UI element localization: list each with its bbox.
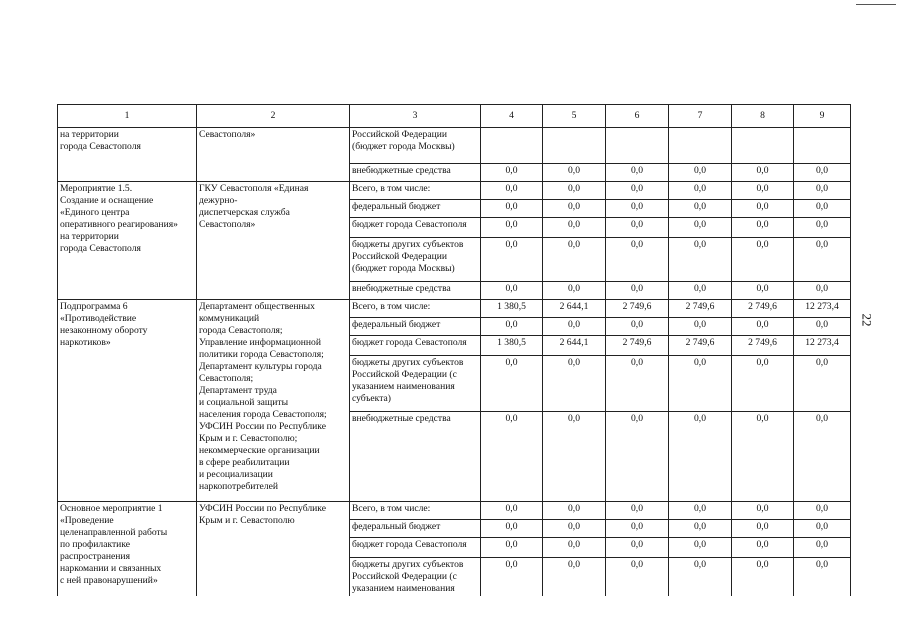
funding-source-cell: федеральный бюджет <box>350 200 481 218</box>
value-cell: 0,0 <box>543 218 606 238</box>
value-cell: 2 749,6 <box>732 336 794 356</box>
value-cell: 0,0 <box>543 520 606 538</box>
value-cell: 0,0 <box>732 164 794 182</box>
value-cell: 12 273,4 <box>794 336 851 356</box>
header-cell: 6 <box>606 105 669 128</box>
value-cell: 0,0 <box>669 538 732 558</box>
value-cell <box>732 128 794 164</box>
value-cell: 0,0 <box>732 218 794 238</box>
value-cell: 0,0 <box>481 164 543 182</box>
funding-source-cell: бюджеты других субъектов Российской Федерации (с указанием наименования субъекта) <box>350 356 481 412</box>
value-cell: 0,0 <box>481 412 543 502</box>
measure-name-cell: Мероприятие 1.5. Создание и оснащение «Единого центра оперативного реагирования» на территории города Севастополя <box>58 182 197 300</box>
value-cell: 0,0 <box>732 412 794 502</box>
value-cell: 12 273,4 <box>794 300 851 318</box>
header-cell: 8 <box>732 105 794 128</box>
value-cell: 0,0 <box>543 164 606 182</box>
value-cell: 0,0 <box>669 164 732 182</box>
value-cell: 0,0 <box>606 520 669 538</box>
value-cell: 0,0 <box>481 520 543 538</box>
value-cell: 1 380,5 <box>481 300 543 318</box>
header-cell: 5 <box>543 105 606 128</box>
value-cell: 0,0 <box>794 200 851 218</box>
value-cell: 0,0 <box>606 502 669 520</box>
value-cell: 0,0 <box>481 238 543 282</box>
value-cell: 0,0 <box>732 520 794 538</box>
value-cell: 0,0 <box>606 182 669 200</box>
header-cell: 2 <box>197 105 350 128</box>
value-cell: 0,0 <box>606 318 669 336</box>
value-cell <box>669 128 732 164</box>
table-row <box>58 502 851 520</box>
executor-cell: Департамент общественных коммуникаций города Севастополя; Управление информационной политики города Севастополя; Департамент культуры города Севастополя; Департамент труда и социальной защиты населения города Севастополя; УФСИН России по Республике Крым и г. Севастополю; некоммерческие организации в сфере реабилитации и ресоциализации наркопотребителей <box>197 300 350 502</box>
value-cell: 0,0 <box>669 502 732 520</box>
value-cell: 2 749,6 <box>606 300 669 318</box>
value-cell: 0,0 <box>481 282 543 300</box>
value-cell: 0,0 <box>481 182 543 200</box>
value-cell: 0,0 <box>543 182 606 200</box>
value-cell: 0,0 <box>669 218 732 238</box>
value-cell: 0,0 <box>669 200 732 218</box>
table-row <box>58 182 851 200</box>
measure-name-cell: на территории города Севастополя <box>58 128 197 182</box>
value-cell: 0,0 <box>732 356 794 412</box>
value-cell: 0,0 <box>543 412 606 502</box>
value-cell: 0,0 <box>794 412 851 502</box>
value-cell: 0,0 <box>606 356 669 412</box>
value-cell: 0,0 <box>606 200 669 218</box>
value-cell: 0,0 <box>669 238 732 282</box>
value-cell: 0,0 <box>606 558 669 597</box>
funding-source-cell: бюджет города Севастополя <box>350 538 481 558</box>
value-cell: 0,0 <box>669 182 732 200</box>
header-cell: 7 <box>669 105 732 128</box>
value-cell: 0,0 <box>732 558 794 597</box>
value-cell: 2 749,6 <box>669 336 732 356</box>
value-cell <box>606 128 669 164</box>
header-cell: 3 <box>350 105 481 128</box>
value-cell: 0,0 <box>794 558 851 597</box>
funding-source-cell: внебюджетные средства <box>350 282 481 300</box>
header-cell: 1 <box>58 105 197 128</box>
value-cell: 0,0 <box>794 238 851 282</box>
measure-name-cell: Основное мероприятие 1 «Проведение целенаправленной работы по профилактике распространения наркомании и связанных с ней правонарушений» <box>58 502 197 597</box>
value-cell: 0,0 <box>732 200 794 218</box>
value-cell: 0,0 <box>794 502 851 520</box>
value-cell: 0,0 <box>481 502 543 520</box>
value-cell: 0,0 <box>669 356 732 412</box>
funding-source-cell: бюджет города Севастополя <box>350 218 481 238</box>
value-cell: 0,0 <box>732 182 794 200</box>
value-cell: 0,0 <box>794 356 851 412</box>
value-cell: 0,0 <box>606 238 669 282</box>
funding-source-cell: Всего, в том числе: <box>350 300 481 318</box>
value-cell: 1 380,5 <box>481 336 543 356</box>
scan-mark <box>856 4 896 5</box>
value-cell: 0,0 <box>481 558 543 597</box>
value-cell: 0,0 <box>481 538 543 558</box>
value-cell: 0,0 <box>669 318 732 336</box>
funding-source-cell: федеральный бюджет <box>350 318 481 336</box>
value-cell: 2 644,1 <box>543 300 606 318</box>
value-cell: 0,0 <box>669 282 732 300</box>
funding-source-cell: внебюджетные средства <box>350 164 481 182</box>
funding-source-cell: бюджеты других субъектов Российской Федерации (бюджет города Москвы) <box>350 238 481 282</box>
value-cell: 0,0 <box>481 218 543 238</box>
header-row <box>58 105 851 128</box>
funding-source-cell: Всего, в том числе: <box>350 502 481 520</box>
value-cell: 0,0 <box>794 182 851 200</box>
value-cell: 0,0 <box>606 218 669 238</box>
measure-name-cell: Подпрограмма 6 «Противодействие незаконному обороту наркотиков» <box>58 300 197 502</box>
value-cell: 0,0 <box>543 238 606 282</box>
value-cell: 2 749,6 <box>732 300 794 318</box>
value-cell: 0,0 <box>794 318 851 336</box>
value-cell: 0,0 <box>794 218 851 238</box>
value-cell: 2 749,6 <box>669 300 732 318</box>
value-cell: 0,0 <box>732 538 794 558</box>
value-cell: 0,0 <box>543 282 606 300</box>
executor-cell: ГКУ Севастополя «Единая дежурно- диспетчерская служба Севастополя» <box>197 182 350 300</box>
value-cell: 0,0 <box>543 558 606 597</box>
header-cell: 9 <box>794 105 851 128</box>
value-cell: 0,0 <box>794 538 851 558</box>
value-cell: 0,0 <box>481 200 543 218</box>
executor-cell: УФСИН России по Республике Крым и г. Севастополю <box>197 502 350 597</box>
value-cell: 0,0 <box>606 282 669 300</box>
funding-source-cell: федеральный бюджет <box>350 520 481 538</box>
value-cell: 0,0 <box>543 502 606 520</box>
header-cell: 4 <box>481 105 543 128</box>
value-cell: 0,0 <box>669 412 732 502</box>
value-cell <box>794 128 851 164</box>
value-cell: 0,0 <box>606 164 669 182</box>
funding-source-cell: Всего, в том числе: <box>350 182 481 200</box>
page-number: 22 <box>859 313 875 327</box>
value-cell: 0,0 <box>669 558 732 597</box>
executor-cell: Севастополя» <box>197 128 350 182</box>
value-cell: 0,0 <box>543 200 606 218</box>
value-cell: 0,0 <box>794 520 851 538</box>
value-cell: 0,0 <box>732 502 794 520</box>
value-cell <box>543 128 606 164</box>
value-cell: 0,0 <box>732 318 794 336</box>
budget-table <box>57 104 851 596</box>
value-cell <box>481 128 543 164</box>
funding-source-cell: внебюджетные средства <box>350 412 481 502</box>
value-cell: 0,0 <box>543 356 606 412</box>
funding-source-cell: бюджет города Севастополя <box>350 336 481 356</box>
value-cell: 0,0 <box>732 282 794 300</box>
value-cell: 0,0 <box>732 238 794 282</box>
value-cell: 0,0 <box>543 538 606 558</box>
value-cell: 0,0 <box>606 412 669 502</box>
value-cell: 2 644,1 <box>543 336 606 356</box>
funding-source-cell: Российской Федерации (бюджет города Москвы) <box>350 128 481 164</box>
value-cell: 0,0 <box>481 318 543 336</box>
value-cell: 0,0 <box>481 356 543 412</box>
value-cell: 0,0 <box>669 520 732 538</box>
table-row <box>58 300 851 318</box>
table-body <box>58 128 851 597</box>
funding-source-cell: бюджеты других субъектов Российской Федерации (с указанием наименования <box>350 558 481 597</box>
value-cell: 0,0 <box>794 164 851 182</box>
value-cell: 0,0 <box>606 538 669 558</box>
table-row <box>58 128 851 164</box>
value-cell: 2 749,6 <box>606 336 669 356</box>
value-cell: 0,0 <box>794 282 851 300</box>
value-cell: 0,0 <box>543 318 606 336</box>
